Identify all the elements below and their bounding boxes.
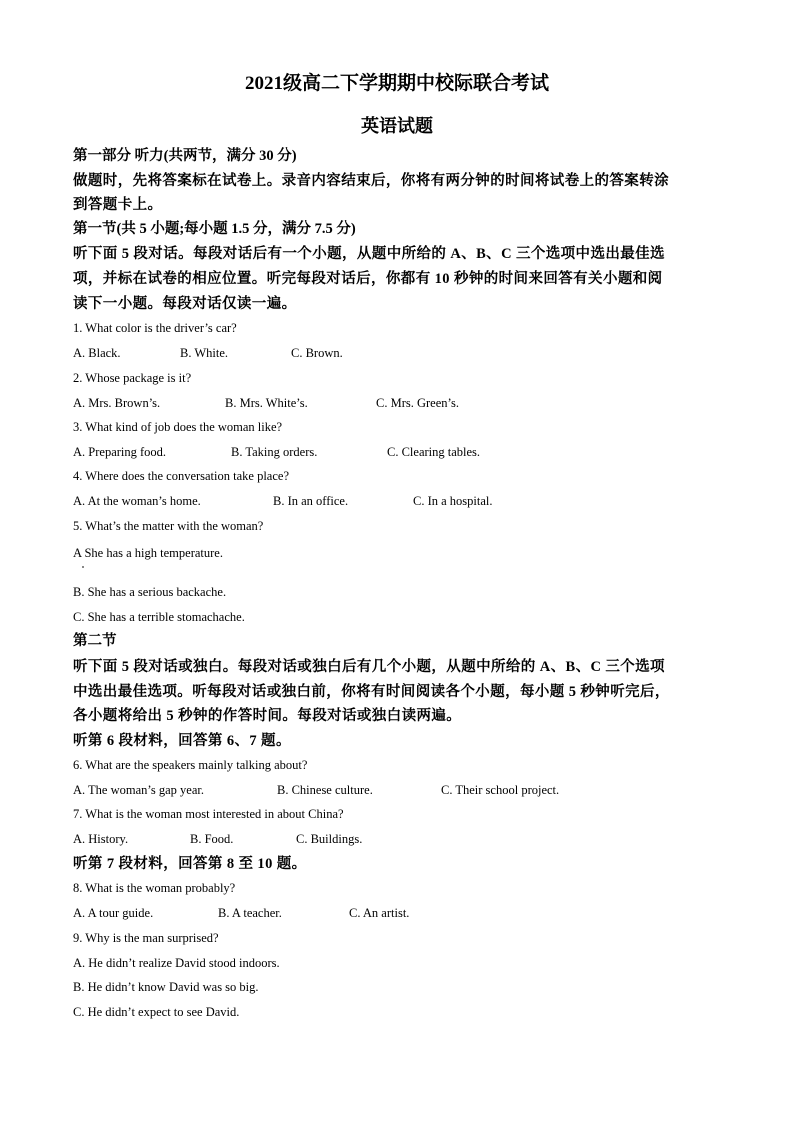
question-stem: 2. Whose package is it? [73,371,192,385]
option-b: B. He didn’t know David was so big. [73,980,259,994]
option-c: C. Their school project. [441,783,560,797]
option-a: A. Preparing food. [73,445,167,459]
section1-heading: 第一节(共 5 小题;每小题 1.5 分，满分 7.5 分) [73,221,356,237]
option-b: B. In an office. [273,494,349,508]
question-stem: 1. What color is the driver’s car? [73,321,237,335]
question-stem: 9. Why is the man surprised? [73,931,219,945]
section2-instruction-line: 中选出最佳选项。听每段对话或独白前，你将有时间阅读各个小题，每小题 5 秒钟听完后， [73,684,670,700]
stray-mark [82,566,84,568]
section2-instruction-line: 各小题将给出 5 秒钟的作答时间。每段对话或独白读两遍。 [73,708,462,724]
question-stem: 8. What is the woman probably? [73,881,236,895]
option-a: A. History. [73,832,129,846]
option-a: A. Black. [73,346,121,360]
option-c: C. In a hospital. [413,494,493,508]
part1-instruction-line: 做题时，先将答案标在试卷上。录音内容结束后，你将有两分钟的时间将试卷上的答案转涂 [73,173,669,189]
option-a: A. Mrs. Brown’s. [73,396,161,410]
option-b: B. Chinese culture. [277,783,373,797]
material-heading: 听第 6 段材料，回答第 6、7 题。 [73,733,291,749]
section1-instruction-line: 听下面 5 段对话。每段对话后有一个小题，从题中所给的 A、B、C 三个选项中选出最佳选 [73,246,665,262]
option-b: B. Taking orders. [231,445,318,459]
option-a: A. The woman’s gap year. [73,783,204,797]
section1-instruction-line: 读下一小题。每段对话仅读一遍。 [73,296,297,312]
part1-heading: 第一部分 听力(共两节，满分 30 分) [73,148,297,164]
option-c: C. Buildings. [296,832,363,846]
option-a: A. He didn’t realize David stood indoors. [73,956,280,970]
option-b: B. A teacher. [218,906,282,920]
option-a: A. A tour guide. [73,906,154,920]
option-b: B. Mrs. White’s. [225,396,308,410]
option-a: A She has a high temperature. [73,546,223,560]
exam-subject: 英语试题 [361,116,433,136]
material-heading: 听第 7 段材料，回答第 8 至 10 题。 [73,856,307,872]
question-stem: 7. What is the woman most interested in about China? [73,807,344,821]
option-b: B. She has a serious backache. [73,585,227,599]
part1-instruction-line: 到答题卡上。 [73,197,163,213]
question-stem: 4. Where does the conversation take place? [73,469,289,483]
option-c: C. Clearing tables. [387,445,481,459]
question-stem: 3. What kind of job does the woman like? [73,420,283,434]
section2-heading: 第二节 [73,633,117,649]
option-c: C. Brown. [291,346,343,360]
option-a: A. At the woman’s home. [73,494,201,508]
option-c: C. Mrs. Green’s. [376,396,459,410]
section1-instruction-line: 项，并标在试卷的相应位置。听完每段对话后，你都有 10 秒钟的时间来回答有关小题和阅 [73,271,663,287]
option-b: B. Food. [190,832,234,846]
question-stem: 6. What are the speakers mainly talking about? [73,758,308,772]
option-c: C. An artist. [349,906,410,920]
exam-title: 2021级高二下学期期中校际联合考试 [244,73,549,94]
option-c: C. She has a terrible stomachache. [73,610,245,624]
option-b: B. White. [180,346,229,360]
section2-instruction-line: 听下面 5 段对话或独白。每段对话或独白后有几个小题，从题中所给的 A、B、C 三个选项 [73,659,665,675]
option-c: C. He didn’t expect to see David. [73,1005,240,1019]
question-stem: 5. What’s the matter with the woman? [73,519,264,533]
